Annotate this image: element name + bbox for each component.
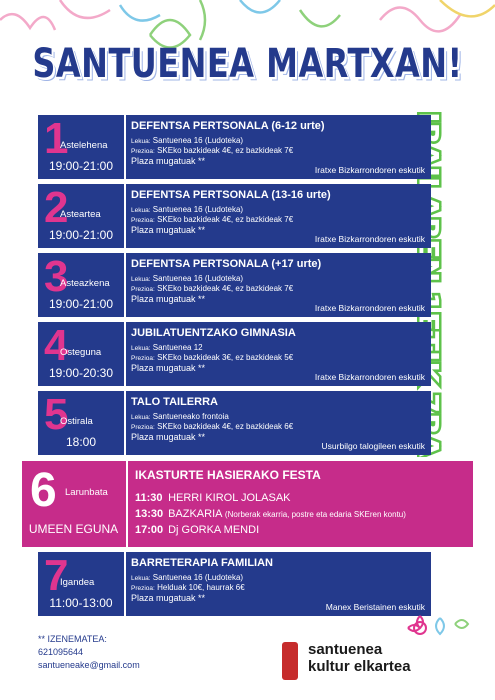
logo-line1: santuenea [308, 641, 383, 658]
day-number: 2 [44, 183, 69, 232]
activity-organizer: Iratxe Bizkarrondoren eskutik [314, 303, 425, 313]
logo-line2: kultur elkartea [308, 658, 411, 675]
activity-place: Lekua: Santueneako frontoia [131, 412, 229, 421]
activity-organizer: Iratxe Bizkarrondoren eskutik [314, 372, 425, 382]
day-time: 19:00-21:00 [48, 297, 114, 311]
flower-icon [400, 612, 472, 644]
activity-price: Prezioa: SKEko bazkideak 4€, ez bazkideak 7€ [131, 215, 294, 224]
festa-divider [126, 461, 128, 547]
festa-row [22, 461, 473, 547]
day-box [38, 552, 124, 616]
activity-seats: Plaza mugatuak ** [131, 294, 206, 304]
day-name: Larunbata [65, 487, 108, 498]
day-number: 5 [44, 390, 69, 439]
activity-seats: Plaza mugatuak ** [131, 225, 206, 235]
day-name: Ostirala [60, 416, 93, 427]
day-box [38, 253, 124, 317]
activity-title: JUBILATUENTZAKO GIMNASIA [131, 327, 296, 339]
day-name: Osteguna [60, 347, 102, 358]
activity-box [126, 184, 431, 248]
activity-organizer: Iratxe Bizkarrondoren eskutik [314, 234, 425, 244]
activity-title: DEFENTSA PERTSONALA (6-12 urte) [131, 120, 325, 132]
day-box [38, 115, 124, 179]
festa-subtitle: UMEEN EGUNA [28, 522, 119, 536]
activity-box [126, 322, 431, 386]
logo-mark [282, 642, 298, 680]
santuenea-logo [282, 612, 482, 687]
day-name: Astelehena [60, 140, 108, 151]
activity-title: DEFENTSA PERTSONALA (+17 urte) [131, 258, 322, 270]
day-time: 19:00-21:00 [48, 228, 114, 242]
day-number: 6 [30, 464, 57, 517]
activity-seats: Plaza mugatuak ** [131, 363, 206, 373]
day-name: Igandea [60, 577, 95, 588]
registration-phone: 621095644 [38, 647, 84, 657]
festa-item: 11:30 HERRI KIROL JOLASAK [135, 492, 291, 504]
activity-place: Lekua: Santuenea 16 (Ludoteka) [131, 573, 244, 582]
activity-seats: Plaza mugatuak ** [131, 156, 206, 166]
activity-place: Lekua: Santuenea 12 [131, 343, 203, 352]
activity-box [126, 115, 431, 179]
activity-place: Lekua: Santuenea 16 (Ludoteka) [131, 274, 244, 283]
activity-title: TALO TAILERRA [131, 396, 218, 408]
activity-price: Prezioa: SKEko bazkideak 4€, ez bazkideak 6€ [131, 422, 294, 431]
festa-item: 13:30 BAZKARIA (Norberak ekarria, postre eta edaria SKEren kontu) [135, 508, 406, 520]
activity-title: DEFENTSA PERTSONALA (13-16 urte) [131, 189, 331, 201]
day-name: Asteazkena [60, 278, 110, 289]
day-time: 11:00-13:00 [49, 596, 113, 610]
page-title: SANTUENEA MARTXAN! [32, 39, 463, 87]
day-box [38, 322, 124, 386]
activity-seats: Plaza mugatuak ** [131, 432, 206, 442]
activity-organizer: Iratxe Bizkarrondoren eskutik [314, 165, 425, 175]
day-name: Asteartea [60, 209, 101, 220]
activity-box [126, 253, 431, 317]
activity-price: Prezioa: SKEko bazkideak 3€, ez bazkideak 5€ [131, 353, 294, 362]
day-number: 3 [44, 252, 69, 301]
activity-title: BARRETERAPIA FAMILIAN [131, 557, 273, 569]
registration-info [38, 633, 140, 672]
festa-day-box [22, 461, 125, 547]
day-time: 19:00-20:30 [48, 366, 114, 380]
day-number: 1 [44, 114, 69, 163]
festa-title: IKASTURTE HASIERAKO FESTA [135, 468, 321, 482]
day-box [38, 184, 124, 248]
registration-label: ** IZENEMATEA: [38, 634, 107, 644]
activity-seats: Plaza mugatuak ** [131, 593, 206, 603]
activity-price: Prezioa: SKEko bazkideak 4€, ez bazkideak 7€ [131, 146, 294, 155]
activity-price: Prezioa: SKEko bazkideak 4€, ez bazkideak 7€ [131, 284, 294, 293]
activity-organizer: Manex Beristainen eskutik [325, 602, 425, 612]
activity-place: Lekua: Santuenea 16 (Ludoteka) [131, 136, 244, 145]
registration-email: santueneake@gmail.com [38, 660, 140, 670]
day-time: 19:00-21:00 [48, 159, 114, 173]
activity-place: Lekua: Santuenea 16 (Ludoteka) [131, 205, 244, 214]
activity-box [126, 391, 431, 455]
day-number: 7 [44, 551, 69, 600]
activity-box [126, 552, 431, 616]
activity-price: Prezioa: Helduak 10€, haurrak 6€ [131, 583, 245, 592]
day-time: 18:00 [65, 435, 97, 449]
day-number: 4 [44, 321, 69, 370]
day-box [38, 391, 124, 455]
festa-item: 17:00 Dj GORKA MENDI [135, 524, 260, 536]
activity-organizer: Usurbilgo talogileen eskutik [321, 441, 425, 451]
